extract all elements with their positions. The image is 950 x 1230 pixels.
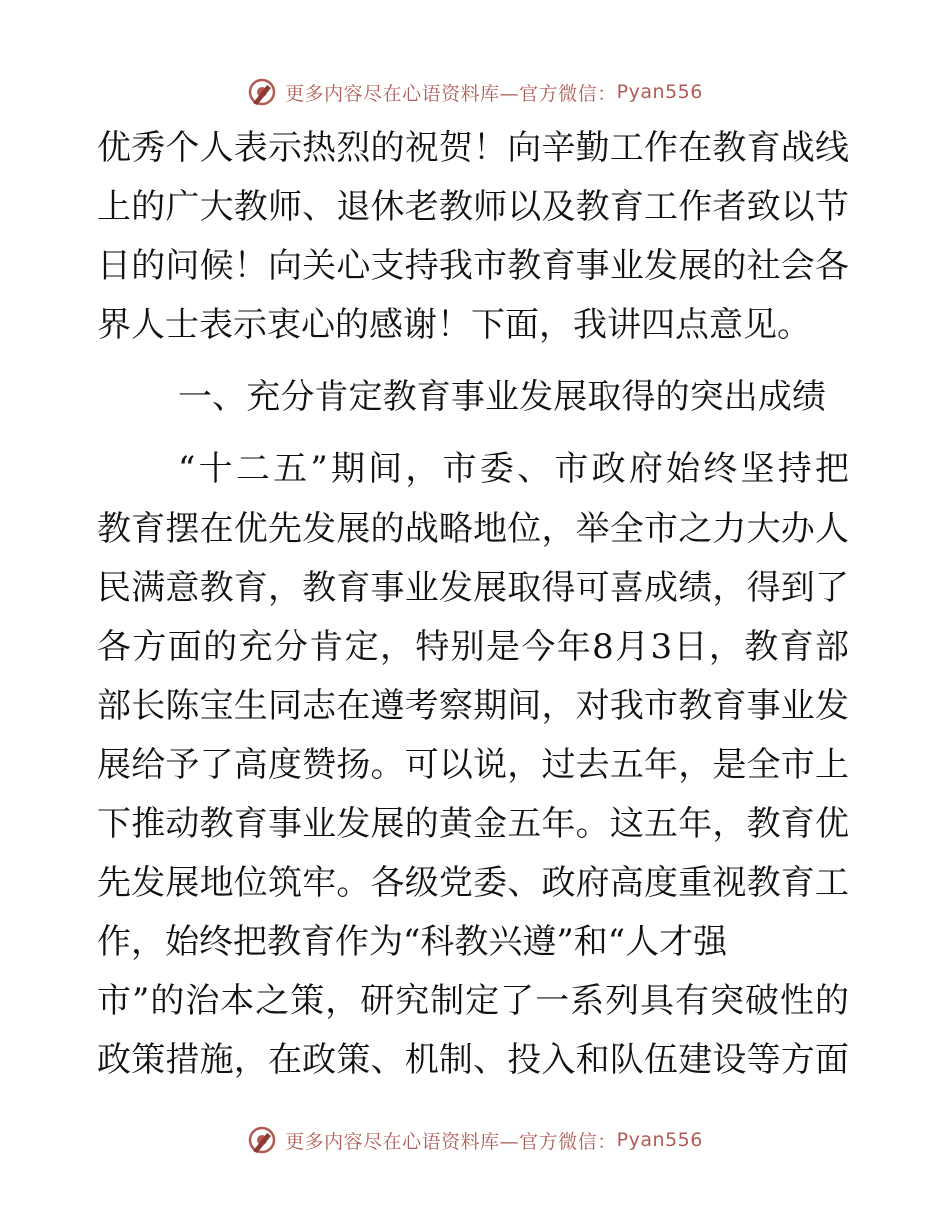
- paragraph-first-line: “十二五”期间，市委、市政府始终坚持把: [178, 449, 849, 489]
- body-line: 政策措施，在政策、机制、投入和队伍建设等方面: [97, 1040, 849, 1080]
- header-banner: [0, 72, 950, 112]
- header-banner-text: 更多内容尽在心语资料库—官方微信：: [285, 82, 617, 105]
- section-heading: 一、充分肯定教育事业发展取得的突出成绩: [178, 377, 826, 417]
- body-line: 教育摆在优先发展的战略地位，举全市之力大办人: [97, 509, 849, 549]
- body-line: 先发展地位筑牢。各级党委、政府高度重视教育工: [97, 863, 849, 903]
- header-wechat-id: Pyan556: [616, 81, 703, 103]
- body-line: 部长陈宝生同志在遵考察期间，对我市教育事业发: [97, 686, 849, 726]
- body-line: 优秀个人表示热烈的祝贺！向辛勤工作在教育战线: [97, 128, 849, 168]
- footer-banner-text: 更多内容尽在心语资料库—官方微信：: [285, 1130, 617, 1153]
- footer-banner: [0, 1120, 950, 1160]
- pen-logo-icon: [247, 77, 277, 107]
- body-line: 市”的治本之策，研究制定了一系列具有突破性的: [97, 981, 849, 1021]
- body-line: 展给予了高度赞扬。可以说，过去五年，是全市上: [97, 745, 849, 785]
- body-line: 日的问候！向关心支持我市教育事业发展的社会各: [97, 246, 849, 286]
- body-line: 民满意教育，教育事业发展取得可喜成绩，得到了: [97, 568, 849, 608]
- pen-logo-icon: [247, 1125, 277, 1155]
- body-line: 下推动教育事业发展的黄金五年。这五年，教育优: [97, 804, 849, 844]
- body-line: 界人士表示衷心的感谢！下面，我讲四点意见。: [97, 305, 811, 345]
- body-line: 作，始终把教育作为“科教兴遵”和“人才强: [97, 922, 728, 962]
- body-line: 各方面的充分肯定，特别是今年8月3日，教育部: [97, 627, 849, 667]
- body-line: 上的广大教师、退休老教师以及教育工作者致以节: [97, 187, 849, 227]
- footer-wechat-id: Pyan556: [616, 1129, 703, 1151]
